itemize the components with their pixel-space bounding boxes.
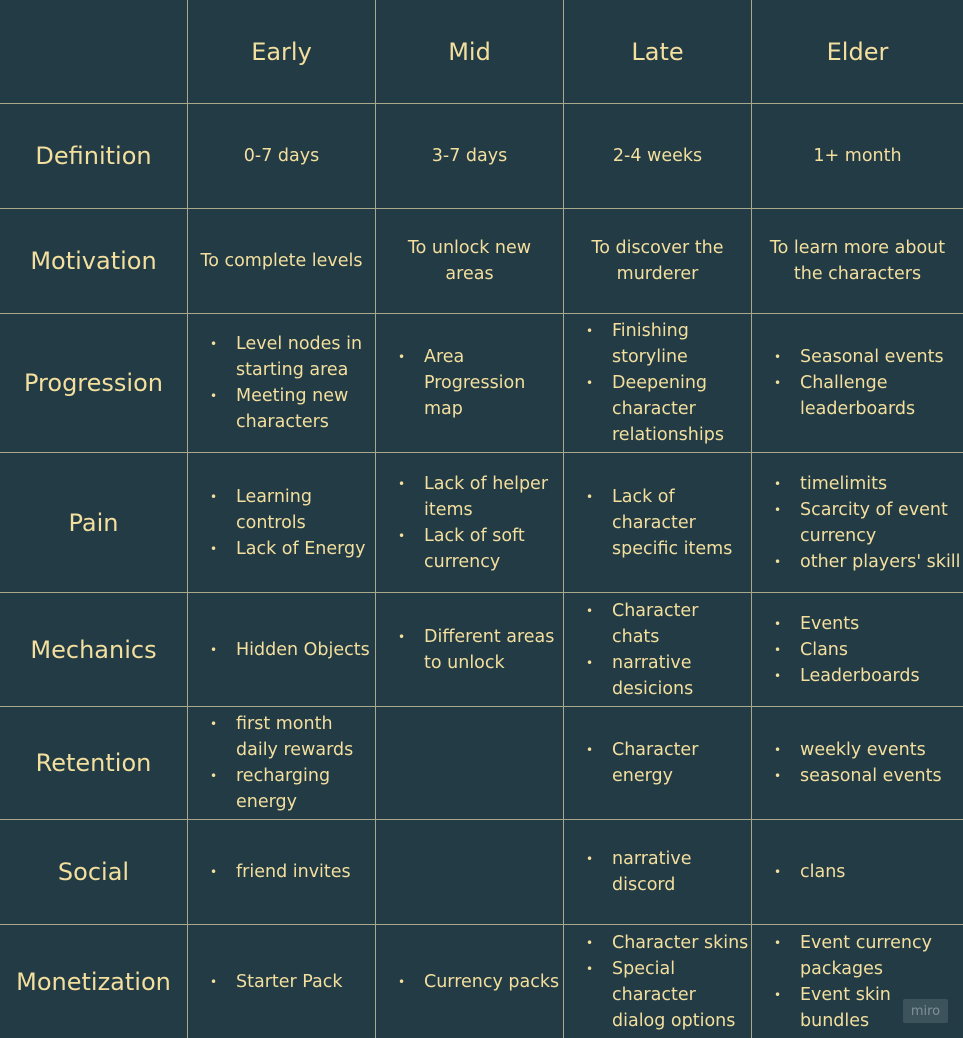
column-header-label: Early bbox=[251, 37, 312, 66]
bullet-list bbox=[586, 930, 751, 1034]
list-item: • Scarcity of event currency bbox=[794, 497, 963, 549]
bullet-list bbox=[586, 318, 751, 448]
list-item: • Starter Pack bbox=[230, 969, 375, 995]
table-cell bbox=[752, 314, 963, 453]
list-item: • Challenge leaderboards bbox=[794, 370, 963, 422]
cell-text: 3-7 days bbox=[431, 146, 508, 166]
row-header-label: Social bbox=[57, 858, 130, 886]
row-header bbox=[0, 820, 188, 925]
list-item: • Finishing storyline bbox=[606, 318, 751, 370]
cell-list-wrap bbox=[564, 318, 751, 448]
table-cell bbox=[376, 707, 564, 820]
column-header-label: Mid bbox=[448, 37, 491, 66]
bullet-list bbox=[210, 484, 375, 562]
cell-list-wrap bbox=[752, 737, 963, 789]
cell-list-wrap bbox=[564, 737, 751, 789]
table-cell bbox=[188, 104, 376, 209]
table-cell bbox=[752, 104, 963, 209]
table-cell bbox=[752, 453, 963, 593]
list-item: • Clans bbox=[794, 637, 963, 663]
list-item: • narrative discord bbox=[606, 846, 751, 898]
cell-list-wrap bbox=[752, 611, 963, 689]
cell-list-wrap bbox=[564, 598, 751, 702]
cell-text: 1+ month bbox=[813, 146, 902, 166]
list-item: • Seasonal events bbox=[794, 344, 963, 370]
list-item: • recharging energy bbox=[230, 763, 375, 815]
table-cell bbox=[376, 104, 564, 209]
table-cell bbox=[188, 707, 376, 820]
table-cell bbox=[752, 593, 963, 707]
cell-text: To learn more about the characters bbox=[769, 238, 946, 284]
column-header bbox=[376, 0, 564, 104]
list-item: • Different areas to unlock bbox=[418, 624, 563, 676]
table-cell bbox=[564, 820, 752, 925]
row-header-label: Definition bbox=[35, 142, 152, 170]
table-cell bbox=[188, 314, 376, 453]
row-header-label: Monetization bbox=[16, 967, 171, 996]
list-item: • other players' skill bbox=[794, 549, 963, 575]
table-cell bbox=[376, 593, 564, 707]
bullet-list bbox=[398, 344, 563, 422]
list-item: • Character skins bbox=[606, 930, 751, 956]
list-item: • timelimits bbox=[794, 471, 963, 497]
list-item: • Event currency packages bbox=[794, 930, 963, 982]
list-item: • Level nodes in starting area bbox=[230, 331, 375, 383]
row-header-label: Pain bbox=[68, 508, 119, 537]
list-item: • Event skin bundles bbox=[794, 982, 963, 1034]
row-header bbox=[0, 925, 188, 1038]
cell-list-wrap bbox=[376, 344, 563, 422]
list-item: • Deepening character relationships bbox=[606, 370, 751, 448]
bullet-list bbox=[586, 484, 751, 562]
row-header bbox=[0, 593, 188, 707]
bullet-list bbox=[586, 598, 751, 702]
table-cell bbox=[752, 209, 963, 314]
cell-list-wrap bbox=[188, 484, 375, 562]
list-item: • Character chats bbox=[606, 598, 751, 650]
cell-list-wrap bbox=[376, 969, 563, 995]
table-cell bbox=[564, 453, 752, 593]
list-item: • clans bbox=[794, 859, 963, 885]
row-header-label: Retention bbox=[35, 749, 152, 777]
list-item: • Events bbox=[794, 611, 963, 637]
list-item: • Character energy bbox=[606, 737, 751, 789]
cell-list-wrap bbox=[564, 484, 751, 562]
row-header-label: Mechanics bbox=[30, 635, 157, 664]
list-item: • narrative desicions bbox=[606, 650, 751, 702]
list-item: • Currency packs bbox=[418, 969, 563, 995]
bullet-list bbox=[398, 471, 563, 575]
table-cell bbox=[752, 820, 963, 925]
cell-text: 2-4 weeks bbox=[612, 146, 703, 166]
table-cell bbox=[376, 209, 564, 314]
list-item: • Learning controls bbox=[230, 484, 375, 536]
table-cell bbox=[188, 209, 376, 314]
cell-list-wrap bbox=[564, 846, 751, 898]
row-header-label: Progression bbox=[24, 369, 163, 397]
list-item: • first month daily rewards bbox=[230, 711, 375, 763]
bullet-list bbox=[210, 969, 375, 995]
table-cell bbox=[564, 707, 752, 820]
list-item: • Special character dialog options bbox=[606, 956, 751, 1034]
bullet-list bbox=[774, 471, 963, 575]
table-cell bbox=[564, 593, 752, 707]
cell-text: 0-7 days bbox=[243, 146, 320, 166]
column-header bbox=[752, 0, 963, 104]
list-item: • Lack of character specific items bbox=[606, 484, 751, 562]
table-cell bbox=[376, 925, 564, 1038]
table-cell bbox=[188, 593, 376, 707]
bullet-list bbox=[774, 737, 963, 789]
row-header bbox=[0, 707, 188, 820]
cell-list-wrap bbox=[376, 624, 563, 676]
bullet-list bbox=[774, 859, 963, 885]
bullet-list bbox=[398, 969, 563, 995]
cell-list-wrap bbox=[188, 331, 375, 435]
list-item: • Lack of soft currency bbox=[418, 523, 563, 575]
bullet-list bbox=[210, 711, 375, 815]
cell-list-wrap bbox=[376, 471, 563, 575]
corner-cell bbox=[0, 0, 188, 104]
column-header bbox=[188, 0, 376, 104]
table-cell bbox=[564, 925, 752, 1038]
cell-text: To complete levels bbox=[200, 251, 363, 271]
list-item: • Leaderboards bbox=[794, 663, 963, 689]
list-item: • seasonal events bbox=[794, 763, 963, 789]
column-header bbox=[564, 0, 752, 104]
table-cell bbox=[564, 104, 752, 209]
miro-badge: miro bbox=[903, 999, 948, 1023]
cell-list-wrap bbox=[188, 711, 375, 815]
bullet-list bbox=[774, 344, 963, 422]
list-item: • Lack of helper items bbox=[418, 471, 563, 523]
cell-list-wrap bbox=[564, 930, 751, 1034]
cell-list-wrap bbox=[752, 859, 963, 885]
column-header-label: Elder bbox=[826, 37, 889, 66]
cell-text: To unlock new areas bbox=[407, 238, 532, 284]
cell-list-wrap bbox=[188, 637, 375, 663]
cell-list-wrap bbox=[188, 859, 375, 885]
table-cell bbox=[188, 453, 376, 593]
table-cell bbox=[752, 707, 963, 820]
list-item: • friend invites bbox=[230, 859, 375, 885]
table-cell bbox=[188, 925, 376, 1038]
table-cell bbox=[376, 453, 564, 593]
bullet-list bbox=[398, 624, 563, 676]
list-item: • weekly events bbox=[794, 737, 963, 763]
table-cell bbox=[188, 820, 376, 925]
column-header-label: Late bbox=[631, 37, 684, 66]
list-item: • Meeting new characters bbox=[230, 383, 375, 435]
row-header-label: Motivation bbox=[30, 247, 157, 275]
bullet-list bbox=[210, 331, 375, 435]
row-header bbox=[0, 314, 188, 453]
list-item: • Hidden Objects bbox=[230, 637, 375, 663]
bullet-list bbox=[586, 846, 751, 898]
table-cell bbox=[564, 314, 752, 453]
bullet-list bbox=[774, 611, 963, 689]
cell-list-wrap bbox=[752, 471, 963, 575]
cell-list-wrap bbox=[188, 969, 375, 995]
table-cell bbox=[376, 820, 564, 925]
row-header bbox=[0, 104, 188, 209]
row-header bbox=[0, 453, 188, 593]
bullet-list bbox=[210, 637, 375, 663]
list-item: • Lack of Energy bbox=[230, 536, 375, 562]
cell-list-wrap bbox=[752, 344, 963, 422]
table-cell bbox=[376, 314, 564, 453]
row-header bbox=[0, 209, 188, 314]
bullet-list bbox=[586, 737, 751, 789]
table-cell bbox=[564, 209, 752, 314]
bullet-list bbox=[210, 859, 375, 885]
list-item: • Area Progression map bbox=[418, 344, 563, 422]
cell-text: To discover the murderer bbox=[591, 238, 724, 284]
